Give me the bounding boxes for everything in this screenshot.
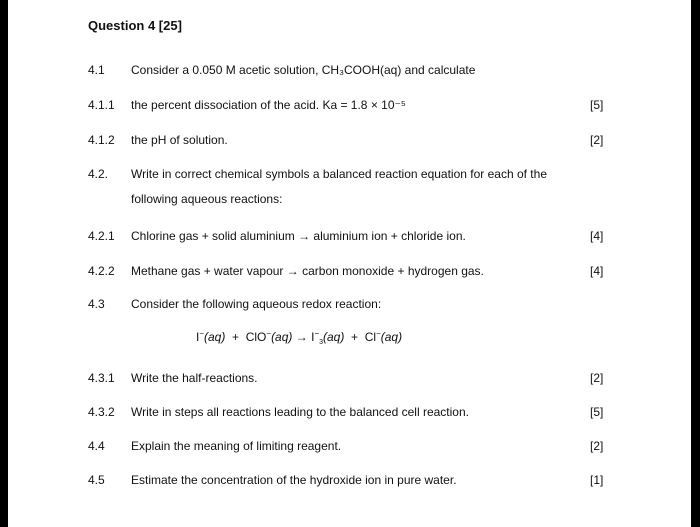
iodide-charge: − [199, 329, 205, 338]
question-number: 4.1 [88, 63, 105, 77]
right-border [691, 0, 700, 527]
plus-sign: + [351, 330, 359, 344]
triiodide-charge: − [314, 329, 320, 338]
redox-equation [196, 330, 402, 344]
question-marks: [2] [590, 371, 604, 385]
question-text: Methane gas + water vapour → carbon monoxide + hydrogen gas. [131, 264, 484, 278]
question-number: 4.3.1 [88, 371, 115, 385]
question-number: 4.1.1 [88, 98, 115, 112]
question-number: 4.3.2 [88, 405, 115, 419]
question-text: Chlorine gas + solid aluminium → aluminium ion + chloride ion. [131, 229, 466, 243]
question-number: 4.1.2 [88, 133, 115, 147]
iodide-symbol: I [196, 330, 200, 344]
plus-sign: + [232, 330, 240, 344]
question-text: Explain the meaning of limiting reagent. [131, 439, 342, 453]
hypochlorite-state: (aq) [271, 330, 293, 344]
question-number: 4.2. [88, 167, 109, 181]
question-marks: [2] [590, 133, 604, 147]
iodide-state: (aq) [204, 330, 226, 344]
triiodide-state: (aq) [323, 330, 345, 344]
question-number: 4.5 [88, 473, 105, 487]
question-number: 4.4 [88, 439, 105, 453]
question-text: Write in steps all reactions leading to the balanced cell reaction. [131, 405, 469, 419]
question-marks: [1] [590, 473, 604, 487]
chloride-symbol: Cl [364, 330, 377, 344]
question-marks: [2] [590, 439, 604, 453]
question-text: Consider the following aqueous redox reaction: [131, 297, 382, 311]
question-text: Consider a 0.050 M acetic solution, CH₃COOH(aq) and calculate [131, 63, 476, 77]
question-title: Question 4 [25] [88, 18, 182, 33]
question-number: 4.2.2 [88, 264, 115, 278]
triiodide-subscript: 3 [319, 339, 324, 346]
question-text: the pH of solution. [131, 133, 228, 147]
question-marks: [4] [590, 229, 604, 243]
chloride-charge: − [376, 329, 381, 338]
hypochlorite-symbol: ClO [245, 330, 267, 344]
question-number: 4.2.1 [88, 229, 115, 243]
chloride-state: (aq) [380, 330, 403, 344]
question-text: the percent dissociation of the acid. Ka = 1.8 × 10⁻⁵ [131, 98, 406, 112]
left-border [0, 0, 8, 527]
hypochlorite-charge: − [266, 329, 272, 338]
question-text-line2: following aqueous reactions: [131, 192, 283, 206]
question-text: Write in correct chemical symbols a balanced reaction equation for each of the [131, 167, 547, 181]
reaction-arrow: → [295, 330, 308, 344]
question-number: 4.3 [88, 297, 105, 311]
question-marks: [4] [590, 264, 604, 278]
question-text: Estimate the concentration of the hydroxide ion in pure water. [131, 473, 457, 487]
question-marks: [5] [590, 405, 604, 419]
triiodide-symbol: I [311, 330, 315, 344]
question-text: Write the half-reactions. [131, 371, 258, 385]
question-marks: [5] [590, 98, 604, 112]
